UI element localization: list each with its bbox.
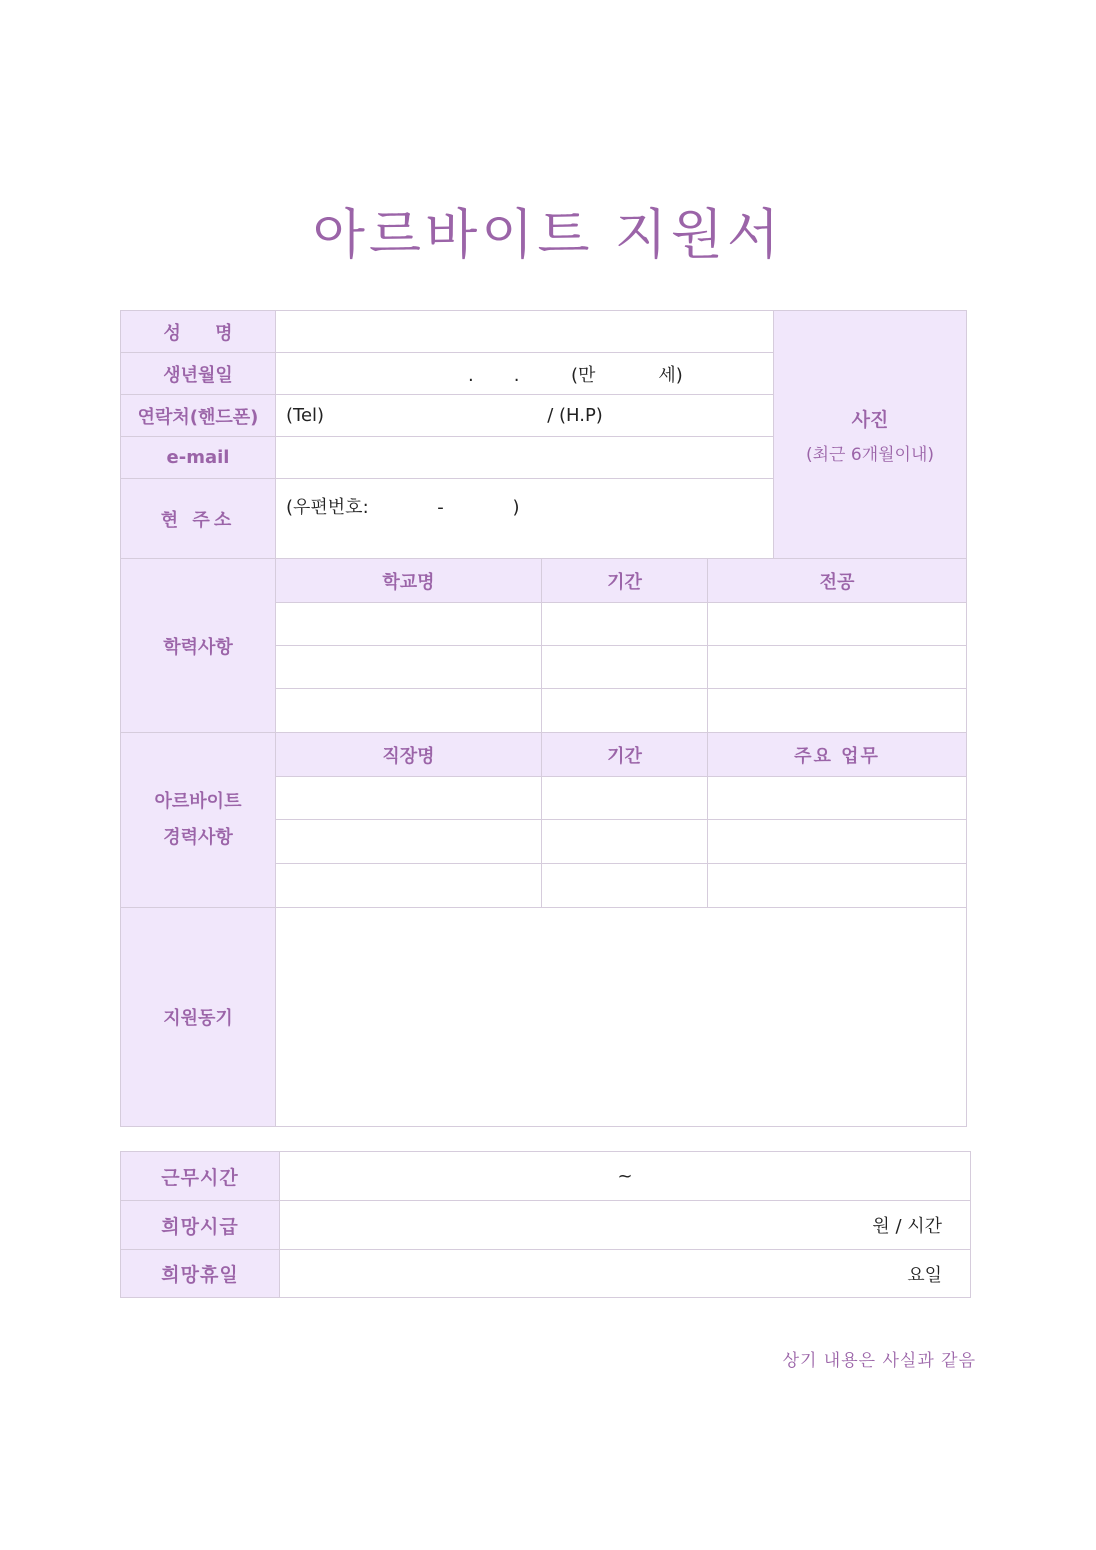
education-row-2-period[interactable] — [542, 646, 708, 689]
dayoff-field[interactable]: 요일 — [280, 1250, 971, 1298]
career-row-3-duties[interactable] — [708, 864, 967, 908]
hours-field[interactable]: ~ — [280, 1152, 971, 1201]
career-row-1-period[interactable] — [542, 777, 708, 820]
career-section-label-line1: 아르바이트 — [154, 791, 242, 812]
wage-label: 희망시급 — [121, 1201, 280, 1250]
career-row-1-duties[interactable] — [708, 777, 967, 820]
name-field[interactable] — [276, 311, 774, 353]
career-section-label-line2: 경력사항 — [163, 827, 233, 848]
confirmation-statement: 상기 내용은 사실과 같음 — [782, 1351, 976, 1371]
email-field[interactable] — [276, 437, 774, 479]
education-row-3-period[interactable] — [542, 689, 708, 733]
page-title: 아르바이트 지원서 — [312, 203, 784, 266]
birth-field[interactable]: . . (만 세) — [276, 353, 774, 395]
application-form-table — [120, 310, 967, 1127]
education-row-1-school[interactable] — [276, 603, 542, 646]
photo-label: 사진 — [851, 408, 889, 431]
photo-box[interactable] — [774, 311, 967, 559]
contact-label: 연락처(핸드폰) — [121, 395, 276, 437]
contact-field[interactable]: (Tel) / (H.P) — [276, 395, 774, 437]
education-row-3-school[interactable] — [276, 689, 542, 733]
address-label: 현 주소 — [121, 479, 276, 559]
address-field[interactable]: (우편번호: - ) — [276, 479, 774, 559]
career-section-label — [121, 733, 276, 908]
career-col-workplace: 직장명 — [276, 733, 542, 777]
photo-note: (최근 6개월이내) — [806, 444, 935, 465]
career-row-3-workplace[interactable] — [276, 864, 542, 908]
hours-label: 근무시간 — [121, 1152, 280, 1201]
work-conditions-table — [120, 1151, 971, 1298]
career-col-period: 기간 — [542, 733, 708, 777]
birth-label: 생년월일 — [121, 353, 276, 395]
name-label: 성 명 — [121, 311, 276, 353]
dayoff-label: 희망휴일 — [121, 1250, 280, 1298]
education-row-1-period[interactable] — [542, 603, 708, 646]
motivation-label: 지원동기 — [121, 908, 276, 1127]
education-section-label: 학력사항 — [121, 559, 276, 733]
education-col-major: 전공 — [708, 559, 967, 603]
career-row-3-period[interactable] — [542, 864, 708, 908]
education-row-1-major[interactable] — [708, 603, 967, 646]
education-row-2-school[interactable] — [276, 646, 542, 689]
career-col-duties: 주요 업무 — [708, 733, 967, 777]
motivation-field[interactable] — [276, 908, 967, 1127]
email-label: e-mail — [121, 437, 276, 479]
education-col-school: 학교명 — [276, 559, 542, 603]
career-row-2-duties[interactable] — [708, 820, 967, 864]
education-row-3-major[interactable] — [708, 689, 967, 733]
career-row-2-period[interactable] — [542, 820, 708, 864]
education-col-period: 기간 — [542, 559, 708, 603]
career-row-2-workplace[interactable] — [276, 820, 542, 864]
career-row-1-workplace[interactable] — [276, 777, 542, 820]
education-row-2-major[interactable] — [708, 646, 967, 689]
wage-field[interactable]: 원 / 시간 — [280, 1201, 971, 1250]
